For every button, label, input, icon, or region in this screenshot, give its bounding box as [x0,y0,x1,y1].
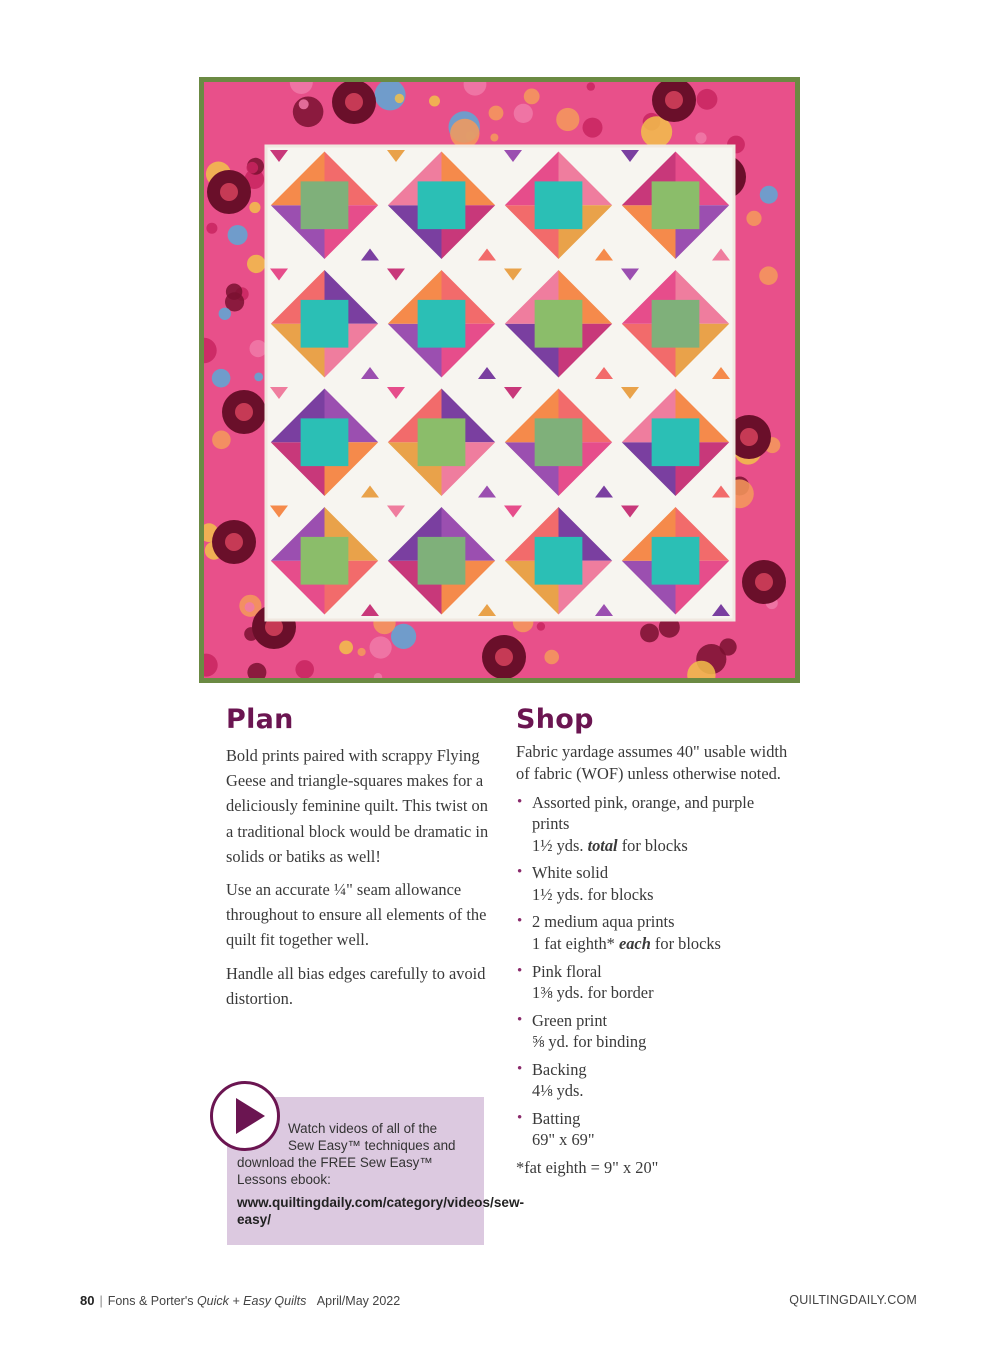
supply-amount: 4⅛ yds. [532,1081,584,1101]
plan-paragraph: Use an accurate ¼" seam allowance throughout to ensure all elements of the quilt fit together well. [226,880,487,950]
supply-item [516,1010,791,1053]
video-callout-text: Watch videos of all of the Sew Easy™ techniques and download the FREE Sew Easy™ Lessons ebook: www.quiltingdaily.com/category/videos/sew-easy/ [237,1121,525,1227]
supply-amount: 1⅜ yds. for border [532,982,654,1002]
supply-item [516,862,791,905]
supply-item [516,792,791,856]
supply-name: White solid [532,863,609,883]
fat-eighth-note: *fat eighth = 9" x 20" [516,1157,659,1177]
supply-list [516,792,791,1150]
plan-section [226,704,491,1011]
bullet-icon: • [517,962,523,979]
shop-section [516,704,791,1178]
supply-amount: 1½ yds. for blocks [532,884,654,904]
supply-item [516,1108,791,1151]
site-name[interactable]: QUILTINGDAILY.COM [789,1293,917,1307]
video-url-link[interactable]: www.quiltingdaily.com/category/videos/sew-easy/ [237,1195,525,1227]
supply-item [516,911,791,954]
bullet-icon: • [517,864,523,881]
bullet-icon: • [517,1060,523,1077]
bullet-icon: • [517,794,523,810]
divider: | [99,1294,103,1308]
supply-name: Green print [532,1010,608,1030]
page-footer [80,1293,917,1309]
supply-amount: 69" x 69" [532,1130,595,1150]
quilt-photo [199,77,800,683]
shop-heading: Shop [516,704,594,735]
supply-item [516,961,791,1004]
supply-name: 2 medium aqua prints [532,912,675,932]
supply-item [516,1059,791,1102]
page-number: 80 [80,1293,95,1308]
supply-amount: ⅝ yd. for binding [532,1031,647,1051]
bullet-icon: • [517,1109,523,1126]
supply-name: Pink floral [532,961,602,981]
plan-paragraph: Handle all bias edges carefully to avoid distortion. [226,963,486,1008]
issue-date: April/May 2022 [316,1294,401,1308]
bullet-icon: • [517,1011,523,1028]
bullet-icon: • [517,913,523,930]
supply-name: Batting [532,1108,581,1128]
quilt-image [204,82,795,678]
magazine-name: Fons & Porter's Quick + Easy Quilts [107,1294,307,1308]
supply-name: Backing [532,1059,587,1079]
shop-intro: Fabric yardage assumes 40" usable width of fabric (WOF) unless otherwise noted. [516,742,788,783]
plan-paragraph: Bold prints paired with scrappy Flying Geese and triangle-squares makes for a deliciously feminine quilt. This twist on a traditional block would be dramatic in solids or batiks as well! [226,746,489,866]
supply-amount: 1½ yds. total for blocks [532,835,688,855]
supply-amount: 1 fat eighth* each for blocks [532,933,721,953]
supply-name: Assorted pink, orange, and purple prints [532,793,755,834]
plan-heading: Plan [226,704,294,735]
